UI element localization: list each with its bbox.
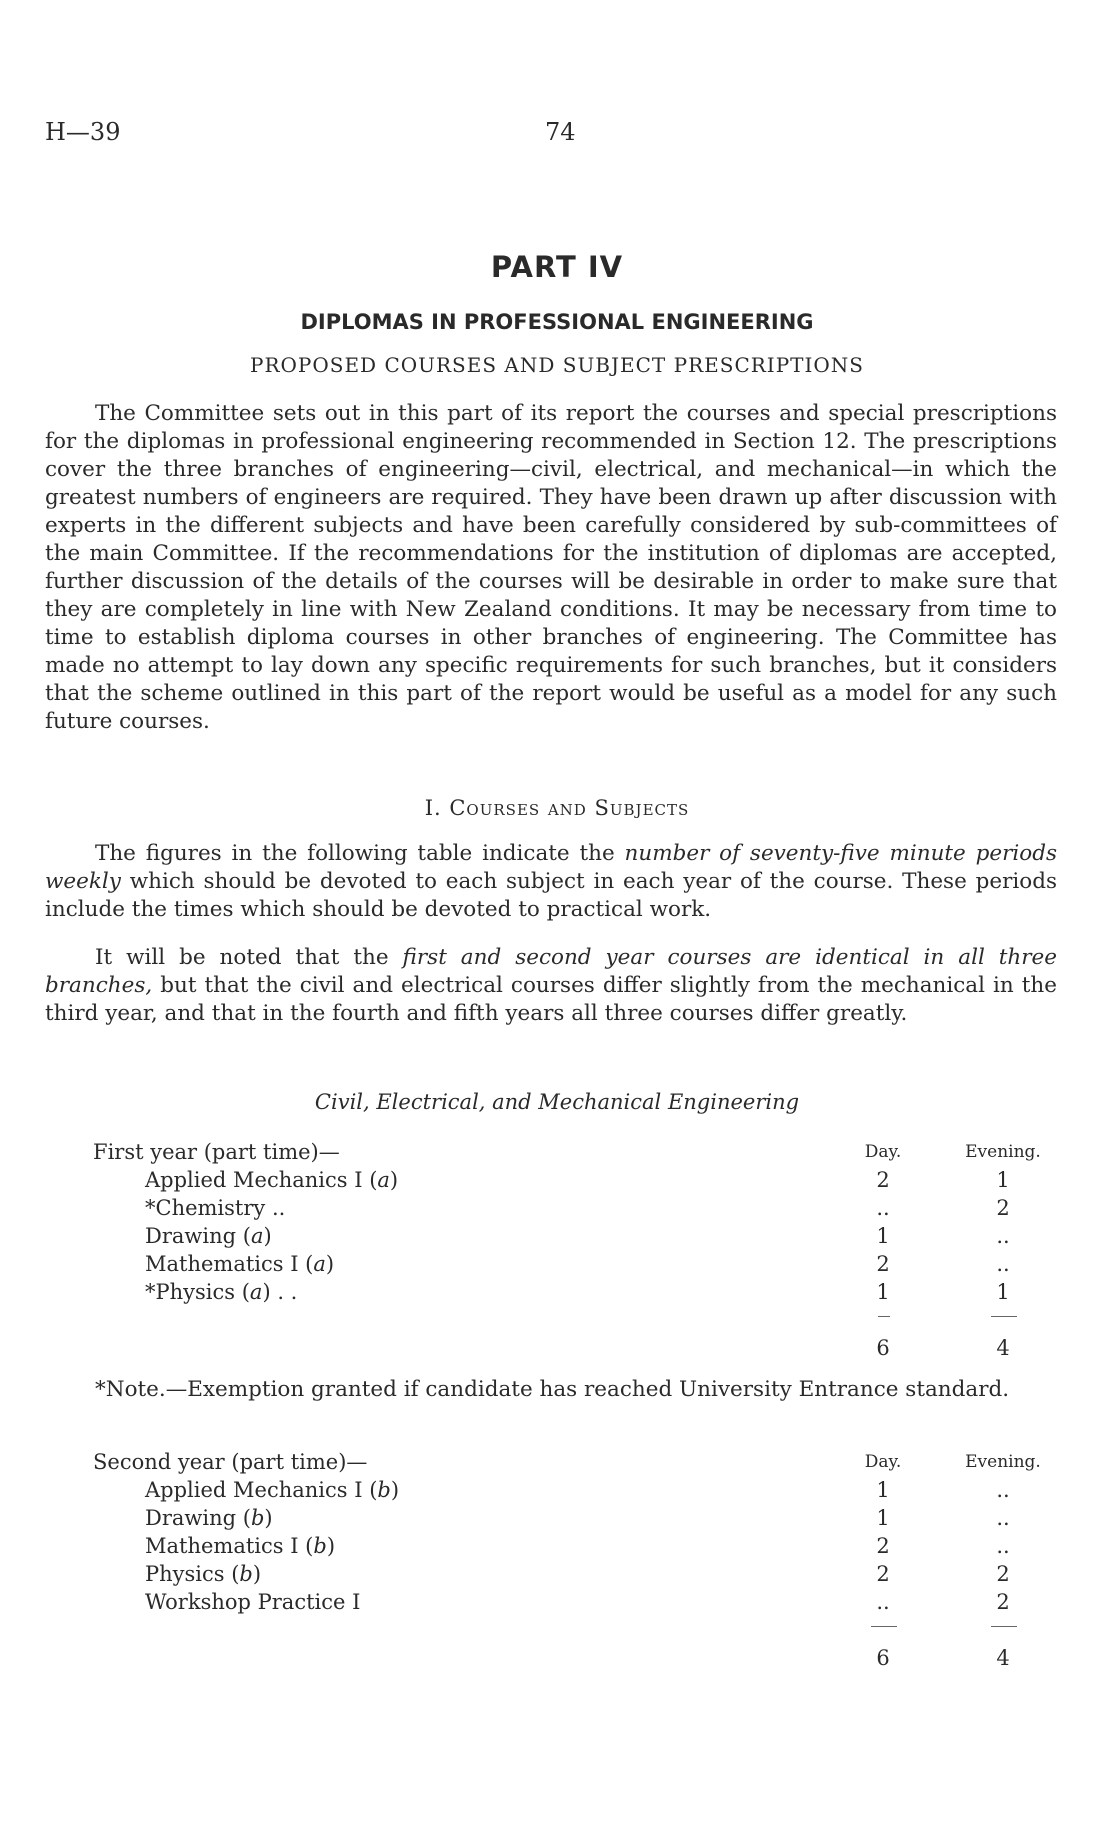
- first-year-table: [93, 1138, 1053, 1362]
- evening-periods: 2: [996, 1196, 1010, 1220]
- second-year-total-day: 6: [876, 1646, 890, 1670]
- subject-name: Drawing (b): [145, 1506, 273, 1530]
- first-year-evening-header: Evening.: [965, 1142, 1041, 1162]
- para1-text-b: which should be devoted to each subject in each year of the course. These periods include the times which should be devoted to practical work.: [45, 869, 1057, 922]
- second-year-heading: Second year (part time)—: [93, 1450, 368, 1474]
- evening-periods: ..: [996, 1478, 1010, 1502]
- evening-periods: 2: [996, 1590, 1010, 1614]
- second-year-day-header: Day.: [864, 1452, 902, 1472]
- evening-periods: 2: [996, 1562, 1010, 1586]
- second-year-evening-header: Evening.: [965, 1452, 1041, 1472]
- section-paragraph-1: [45, 840, 1057, 924]
- subject-name: Drawing (a): [145, 1224, 272, 1248]
- second-year-evening-rule: [991, 1626, 1017, 1627]
- para2-text-a: It will be noted that the: [95, 945, 403, 970]
- day-periods: ..: [876, 1196, 890, 1220]
- subject-name: Mathematics I (b): [145, 1534, 336, 1558]
- subject-name: *Physics (a) . .: [145, 1280, 298, 1304]
- table-row: [93, 1166, 1053, 1194]
- subject-name: Workshop Practice I: [145, 1590, 361, 1614]
- subject-name: Applied Mechanics I (a): [145, 1168, 399, 1192]
- second-year-total-evening: 4: [996, 1646, 1010, 1670]
- para1-text-a: The figures in the following table indicate the: [95, 841, 625, 866]
- second-year-rows: [93, 1476, 1053, 1616]
- table-row: [93, 1222, 1053, 1250]
- first-year-rows: [93, 1166, 1053, 1306]
- table-row: [93, 1504, 1053, 1532]
- first-year-day-header: Day.: [864, 1142, 902, 1162]
- table-row: [93, 1476, 1053, 1504]
- section-heading: I. Courses and Subjects: [424, 796, 690, 820]
- day-periods: 1: [876, 1224, 890, 1248]
- evening-periods: ..: [996, 1534, 1010, 1558]
- first-year-day-rule: [878, 1316, 890, 1317]
- para1-emphasis: number of seventy-five minute periods weekly: [45, 841, 1057, 894]
- intro-paragraph: [45, 400, 1057, 736]
- subject-name: Applied Mechanics I (b): [145, 1478, 400, 1502]
- evening-periods: ..: [996, 1252, 1010, 1276]
- first-year-evening-rule: [991, 1316, 1017, 1317]
- evening-periods: ..: [996, 1506, 1010, 1530]
- day-periods: 2: [876, 1168, 890, 1192]
- day-periods: 1: [876, 1478, 890, 1502]
- part-title: PART IV: [490, 250, 624, 284]
- table-row: [93, 1250, 1053, 1278]
- table-row: [93, 1560, 1053, 1588]
- first-year-note: *Note.—Exemption granted if candidate has reached University Entrance standard.: [95, 1377, 1010, 1402]
- intro-text: The Committee sets out in this part of its report the courses and special prescriptions for the diplomas in professional engineering recommended in Section 12. The prescriptions cover the three branches of engineering—civil, electrical, and mechanical—in which the greatest numbers of engineers are required. They have been drawn up after discussion with experts in the different subjects and have been carefully considered by sub-committees of the main Committee. If the recommendations for the institution of diplomas are accepted, further discussion of the details of the courses will be desirable in order to make sure that they are completely in line with New Zealand conditions. It may be necessary from time to time to establish diploma courses in other branches of engineering. The Committee has made no attempt to lay down any specific requirements for such branches, but it considers that the scheme outlined in this part of the report would be useful as a model for any such future courses.: [45, 401, 1057, 734]
- day-periods: 2: [876, 1562, 890, 1586]
- first-year-heading: First year (part time)—: [93, 1140, 340, 1164]
- evening-periods: 1: [996, 1280, 1010, 1304]
- table-row: [93, 1588, 1053, 1616]
- first-year-total-day: 6: [876, 1336, 890, 1360]
- first-year-total-evening: 4: [996, 1336, 1010, 1360]
- second-year-table: [93, 1448, 1053, 1672]
- day-periods: 1: [876, 1280, 890, 1304]
- day-periods: 1: [876, 1506, 890, 1530]
- evening-periods: ..: [996, 1224, 1010, 1248]
- day-periods: 2: [876, 1534, 890, 1558]
- table-row: [93, 1194, 1053, 1222]
- page-number: 74: [545, 118, 576, 146]
- evening-periods: 1: [996, 1168, 1010, 1192]
- subject-name: Physics (b): [145, 1562, 262, 1586]
- subject-name: *Chemistry ..: [145, 1196, 286, 1220]
- para2-text-b: but that the civil and electrical courses differ slightly from the mechanical in the third year, and that in the fourth and fifth years all three courses differ greatly.: [45, 973, 1057, 1026]
- subject-name: Mathematics I (a): [145, 1252, 335, 1276]
- part-subsubtitle: PROPOSED COURSES AND SUBJECT PRESCRIPTIONS: [249, 353, 864, 377]
- para2-emphasis: first and second year courses are identical in all three branches,: [45, 945, 1057, 998]
- table-row: [93, 1278, 1053, 1306]
- day-periods: ..: [876, 1590, 890, 1614]
- section-paragraph-2: [45, 944, 1057, 1028]
- document-code: H—39: [45, 118, 121, 146]
- day-periods: 2: [876, 1252, 890, 1276]
- table-title: Civil, Electrical, and Mechanical Engineering: [314, 1090, 800, 1114]
- second-year-day-rule: [871, 1626, 897, 1627]
- part-subtitle: DIPLOMAS IN PROFESSIONAL ENGINEERING: [300, 310, 814, 334]
- table-row: [93, 1532, 1053, 1560]
